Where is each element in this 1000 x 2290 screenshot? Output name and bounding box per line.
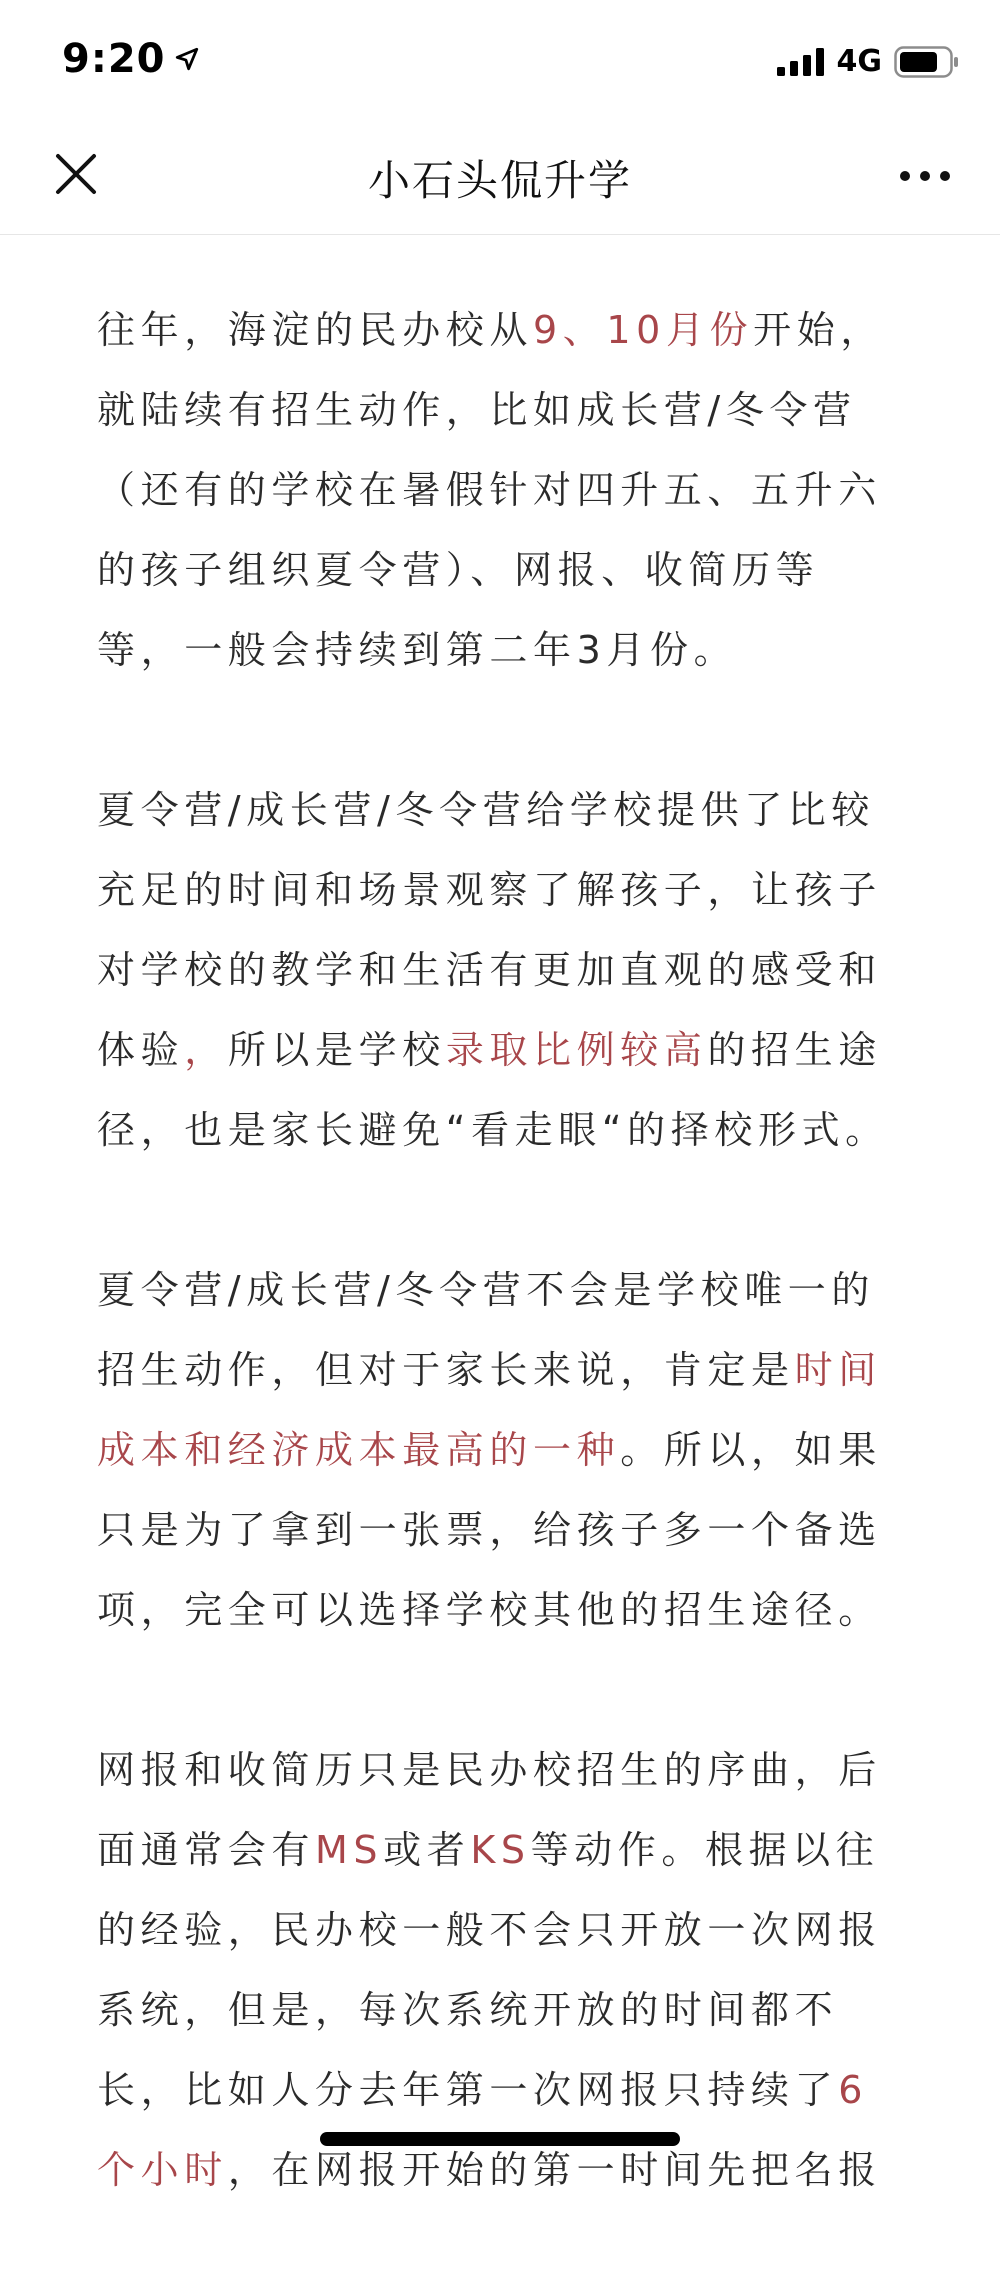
p4-text-g: ，在网报开始的第一时间先把名报 — [227, 2148, 882, 2192]
p3-text-a: 夏令营/成长营/冬令营不会是学校唯一的招生动作，但对于家长来说，肯定是 — [97, 1268, 876, 1392]
p2-highlight-ratio: 录取比例较高 — [445, 1028, 708, 1072]
p1-text-a: 往年，海淀的民办校从 — [97, 308, 534, 352]
article-paragraph-1 — [97, 290, 903, 690]
p4-highlight-ks: KS — [470, 1828, 531, 1872]
status-time — [62, 36, 200, 82]
home-indicator[interactable] — [320, 2132, 680, 2146]
nav-bar — [0, 118, 1000, 235]
location-arrow-icon — [174, 46, 200, 72]
article-paragraph-2 — [97, 770, 903, 1170]
article-paragraph-3 — [97, 1250, 903, 1650]
p4-highlight-hours: 6个小时 — [97, 2068, 868, 2192]
p4-text-e: 等动作。根据以往的经验，民办校一般不会只开放一次网报系统，但是，每次系统开放的时间都不长，比如人分去年第一次网报只持续了 — [97, 1828, 882, 2112]
p2-text-a: 夏令营/成长营/冬令营给学校提供了比较充足的时间和场景观察了解孩子，让孩子对学校的教学和生活有更加直观的感受和体验 — [97, 788, 882, 1072]
p3-text-c: 。所以，如果只是为了拿到一张票，给孩子多一个备选项，完全可以选择学校其他的招生途径。 — [97, 1428, 882, 1632]
p2-highlight-comma: ， — [184, 1028, 228, 1072]
p4-text-a: 网报和收简历只是民办校招生的序曲，后面通常会有 — [97, 1748, 882, 1872]
article-body — [97, 290, 903, 2290]
page-title: 小石头侃升学 — [367, 156, 632, 205]
p4-highlight-ms: MS — [315, 1828, 384, 1872]
p1-highlight-months: 9、10月份 — [533, 308, 754, 352]
status-bar — [0, 0, 1000, 118]
p2-text-c: 所以是学校 — [227, 1028, 446, 1072]
p2-text-e: 的招生途径，也是家长避免“看走眼“的择校形式。 — [97, 1028, 889, 1152]
p1-text-c: 开始，就陆续有招生动作，比如成长营/冬令营（还有的学校在暑假针对四升五、五升六的孩子组织夏令营）、网报、收简历等等，一般会持续到第二年3月份。 — [97, 308, 884, 672]
more-button[interactable] — [890, 156, 960, 196]
signal-bars-icon — [777, 48, 825, 76]
p4-text-c: 或者 — [383, 1828, 471, 1872]
network-type: 4G — [836, 44, 882, 79]
battery-icon — [894, 46, 960, 78]
status-indicators — [777, 44, 961, 79]
p3-highlight-cost: 时间成本和经济成本最高的一种 — [97, 1348, 882, 1472]
more-dots-icon — [899, 170, 951, 182]
status-time-text: 9:20 — [62, 36, 166, 82]
